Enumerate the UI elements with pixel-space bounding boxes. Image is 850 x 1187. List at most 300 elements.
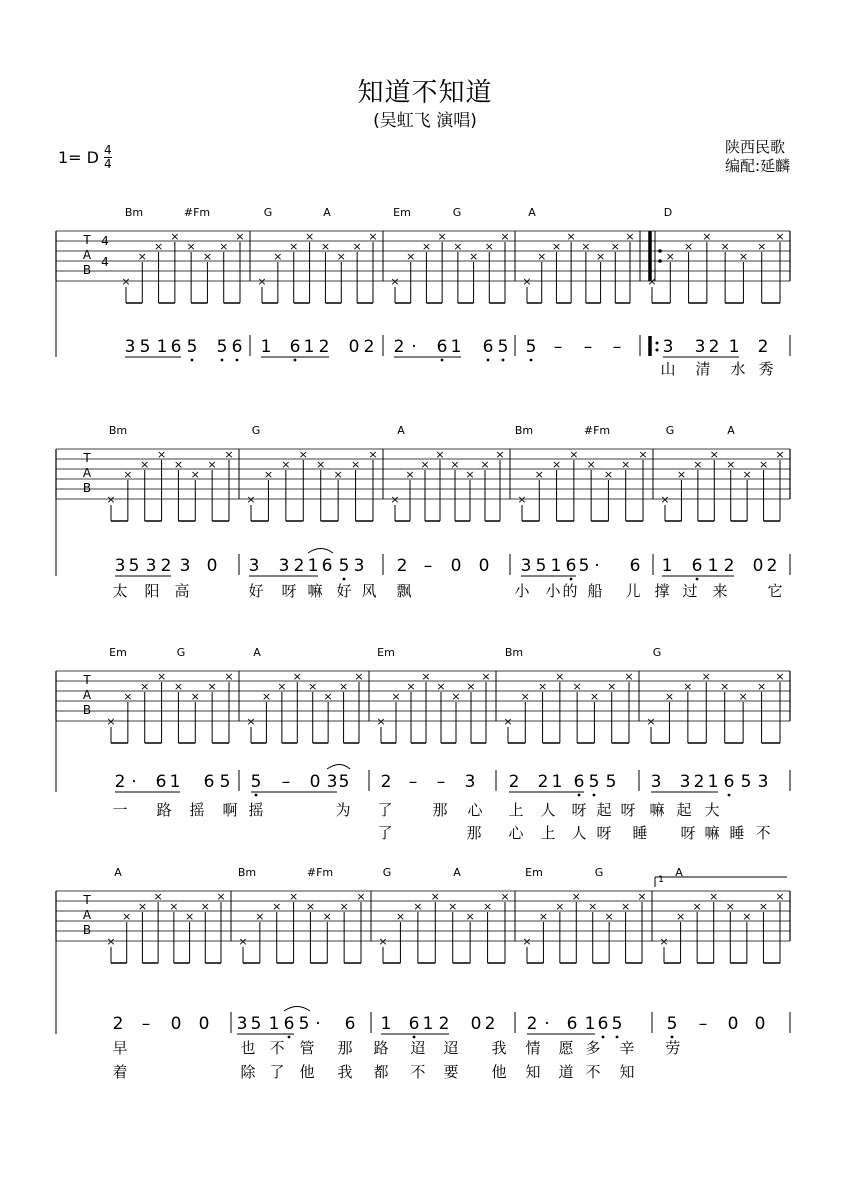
chord-name: Em	[109, 646, 127, 659]
lyric-line-2: 除	[240, 1063, 256, 1081]
jianpu-note: 0	[752, 556, 764, 576]
jianpu-note: 5	[605, 772, 617, 792]
jianpu-note: 0	[170, 1014, 182, 1034]
lyric-line-1: 水	[730, 360, 746, 378]
strum-x-mark: ×	[775, 230, 785, 243]
strum-x-mark: ×	[607, 680, 617, 693]
jianpu-note: 3	[353, 556, 365, 576]
jianpu-note: ·	[594, 556, 600, 576]
strum-x-mark: ×	[480, 458, 490, 471]
jianpu-note: 6	[321, 556, 333, 576]
time-sig-bottom: 4	[104, 157, 112, 171]
jianpu-note: 5	[525, 337, 537, 357]
jianpu-note: 5	[186, 337, 198, 357]
strum-x-mark: ×	[465, 910, 475, 923]
strum-x-mark: ×	[637, 890, 647, 903]
jianpu-note: 6	[436, 337, 448, 357]
chord-name: G	[652, 646, 662, 659]
lyric-line-2: 着	[112, 1063, 128, 1081]
lyric-line-1: 过	[682, 582, 698, 600]
lyric-line-2: 不	[410, 1063, 426, 1081]
strum-x-mark: ×	[589, 690, 600, 703]
octave-dot	[441, 359, 444, 362]
tab-clef-letter: B	[82, 923, 92, 937]
octave-dot	[288, 1036, 291, 1039]
jianpu-note: 2	[380, 772, 392, 792]
strum-x-mark: ×	[390, 493, 400, 506]
chord-name: A	[114, 866, 122, 879]
lyric-line-2: 都	[373, 1063, 389, 1081]
strum-x-mark: ×	[581, 240, 591, 253]
lyric-line-2: 要	[443, 1063, 459, 1081]
lyric-line-2: 了	[377, 824, 393, 842]
slur	[327, 765, 350, 770]
strum-x-mark: ×	[200, 900, 210, 913]
strum-x-mark: ×	[603, 468, 614, 481]
strum-x-mark: ×	[272, 900, 282, 913]
jianpu-note: 5	[666, 1014, 678, 1034]
chord-name: Em	[377, 646, 395, 659]
strum-x-mark: ×	[173, 680, 184, 693]
strum-x-mark: ×	[468, 250, 479, 263]
strum-x-mark: ×	[571, 890, 581, 903]
strum-x-mark: ×	[333, 468, 343, 481]
lyric-line-1: 来	[712, 582, 728, 600]
volta-number: 1	[658, 875, 664, 885]
jianpu-note: 2	[438, 1014, 450, 1034]
lyric-line-1: 小	[514, 582, 530, 600]
jianpu-note: ·	[131, 772, 137, 792]
jianpu-note: 1	[169, 772, 181, 792]
jianpu-note: 6	[573, 772, 585, 792]
jianpu-note: 2	[318, 337, 330, 357]
jianpu-note: 0	[348, 337, 360, 357]
lyric-line-2: 不	[585, 1063, 601, 1081]
jianpu-note: 1	[584, 1014, 596, 1034]
strum-x-mark: ×	[263, 468, 274, 481]
chord-name: G	[251, 424, 261, 437]
jianpu-note: 2	[484, 1014, 496, 1034]
lyric-line-2: 知	[525, 1063, 541, 1081]
jianpu-note: 0	[309, 772, 321, 792]
strum-x-mark: ×	[517, 493, 527, 506]
jianpu-note: 0	[198, 1014, 210, 1034]
jianpu-note: ·	[315, 1014, 321, 1034]
jianpu-note: 1	[728, 337, 740, 357]
strum-x-mark: ×	[624, 670, 634, 683]
jianpu-note: 5	[588, 772, 600, 792]
strum-x-mark: ×	[675, 910, 686, 923]
lyric-line-1: 劳	[665, 1039, 681, 1057]
tab-clef-letter: T	[83, 233, 91, 247]
jianpu-note: 2	[396, 556, 408, 576]
tab-clef-letter: T	[83, 451, 91, 465]
jianpu-note: 3	[679, 772, 691, 792]
lyric-line-1: 小	[545, 582, 561, 600]
jianpu-note: 6	[566, 1014, 578, 1034]
lyric-line-2: 知	[619, 1063, 635, 1081]
jianpu-note: 5	[338, 772, 350, 792]
chord-name: Bm	[124, 206, 144, 219]
jianpu-note: 2	[293, 556, 305, 576]
tab-clef-letter: A	[82, 688, 92, 702]
strum-x-mark: ×	[190, 468, 200, 481]
chord-name: Bm	[514, 424, 534, 437]
strum-x-mark: ×	[140, 458, 150, 471]
repeat-dot	[658, 249, 662, 253]
strum-x-mark: ×	[738, 690, 748, 703]
jianpu-note: 2	[112, 1014, 124, 1034]
lyric-line-2: 他	[491, 1063, 507, 1081]
strum-x-mark: ×	[391, 690, 401, 703]
strum-x-mark: ×	[586, 458, 596, 471]
strum-x-mark: ×	[620, 900, 631, 913]
strum-x-mark: ×	[257, 275, 267, 288]
jianpu-note: 5	[535, 556, 547, 576]
strum-x-mark: ×	[292, 670, 302, 683]
jianpu-note: 2	[693, 772, 705, 792]
jianpu-note: 1	[661, 556, 673, 576]
jianpu-note: 1	[707, 556, 719, 576]
strum-x-mark: ×	[692, 900, 702, 913]
strum-x-mark: ×	[720, 680, 730, 693]
jianpu-note: 2	[766, 556, 778, 576]
lyric-line-1: 风	[361, 582, 377, 600]
strum-x-mark: ×	[538, 910, 549, 923]
strum-x-mark: ×	[288, 890, 299, 903]
jianpu-note: 6	[289, 337, 301, 357]
jianpu-note: 6	[691, 556, 703, 576]
jianpu-note: 0	[727, 1014, 739, 1034]
lyric-line-1: 山	[660, 360, 676, 378]
origin-label: 陕西民歌	[724, 138, 785, 156]
lyric-line-1: 情	[525, 1039, 541, 1057]
lyric-line-2: 那	[466, 824, 482, 842]
strum-x-mark: ×	[466, 680, 476, 693]
strum-x-mark: ×	[395, 910, 406, 923]
strum-x-mark: ×	[376, 715, 386, 728]
jianpu-note: 5	[611, 1014, 623, 1034]
strum-x-mark: ×	[775, 890, 785, 903]
jianpu-note: 3	[179, 556, 191, 576]
jianpu-note: 3	[694, 337, 706, 357]
strum-x-mark: ×	[186, 240, 196, 253]
chord-name: G	[382, 866, 392, 879]
chord-name: G	[665, 424, 675, 437]
octave-dot	[616, 1036, 619, 1039]
chord-name: #Fm	[583, 424, 611, 437]
jianpu-note: 3	[757, 772, 769, 792]
lyric-line-1: 一	[112, 801, 128, 819]
jianpu-note: –	[141, 1014, 151, 1034]
tab-time-sig-top: 4	[101, 234, 109, 248]
strum-x-mark: ×	[219, 240, 229, 253]
chord-name: Em	[393, 206, 411, 219]
strum-x-mark: ×	[683, 680, 693, 693]
jianpu-note: 3	[278, 556, 290, 576]
octave-dot	[236, 359, 239, 362]
lyric-line-1: 好	[248, 582, 264, 600]
chord-name: A	[528, 206, 536, 219]
strum-x-mark: ×	[339, 900, 349, 913]
jianpu-note: 3	[520, 556, 532, 576]
octave-dot	[255, 794, 258, 797]
jianpu-note: 2	[526, 1014, 538, 1034]
strum-x-mark: ×	[610, 240, 620, 253]
lyric-line-1: 了	[377, 801, 393, 819]
jianpu-note: 5	[578, 556, 590, 576]
jianpu-note: 6	[344, 1014, 356, 1034]
jianpu-note: 1	[268, 1014, 280, 1034]
song-subtitle: (吴虹飞 演唱)	[373, 111, 477, 131]
lyric-line-1: 管	[299, 1039, 315, 1057]
jianpu-note: 5	[740, 772, 752, 792]
jianpu-note: 2	[757, 337, 769, 357]
jianpu-note: 2	[723, 556, 735, 576]
strum-x-mark: ×	[522, 935, 532, 948]
strum-x-mark: ×	[430, 890, 440, 903]
lyric-line-1: 起	[676, 801, 692, 819]
strum-x-mark: ×	[305, 900, 316, 913]
lyric-line-2: 嘛	[704, 824, 720, 842]
jianpu-note: 5	[338, 556, 350, 576]
strum-x-mark: ×	[775, 448, 785, 461]
tab-time-sig-bottom: 4	[101, 255, 109, 269]
jianpu-note: 6	[170, 337, 182, 357]
strum-x-mark: ×	[356, 890, 366, 903]
strum-x-mark: ×	[482, 900, 493, 913]
jianpu-note: ·	[411, 337, 417, 357]
lyric-line-1: 也	[240, 1039, 256, 1057]
lyric-line-1: 呀	[620, 801, 636, 819]
strum-x-mark: ×	[323, 690, 333, 703]
strum-x-mark: ×	[184, 910, 195, 923]
strum-x-mark: ×	[137, 900, 148, 913]
strum-x-mark: ×	[123, 468, 133, 481]
strum-x-mark: ×	[405, 468, 415, 481]
strum-x-mark: ×	[551, 458, 562, 471]
lyric-line-1: 不	[269, 1039, 285, 1057]
strum-x-mark: ×	[153, 890, 163, 903]
chord-name: A	[727, 424, 735, 437]
jianpu-note: 2	[114, 772, 126, 792]
strum-x-mark: ×	[537, 680, 548, 693]
strum-x-mark: ×	[316, 458, 326, 471]
repeat-dot	[658, 259, 662, 263]
jianpu-note: 1	[550, 556, 562, 576]
strum-x-mark: ×	[742, 910, 752, 923]
jianpu-note: 6	[723, 772, 735, 792]
strum-x-mark: ×	[588, 900, 598, 913]
strum-x-mark: ×	[659, 935, 669, 948]
jianpu-note: 6	[565, 556, 577, 576]
chord-name: Bm	[504, 646, 524, 659]
lyric-line-1: 的	[562, 582, 578, 600]
repeat-dot	[656, 342, 659, 345]
strum-x-mark: ×	[420, 458, 430, 471]
strum-x-mark: ×	[453, 240, 463, 253]
strum-x-mark: ×	[421, 240, 432, 253]
strum-x-mark: ×	[448, 900, 458, 913]
strum-x-mark: ×	[261, 690, 272, 703]
octave-dot	[221, 359, 224, 362]
strum-x-mark: ×	[742, 468, 752, 481]
strum-x-mark: ×	[235, 230, 245, 243]
jianpu-note: 5	[250, 772, 262, 792]
chord-name: #Fm	[306, 866, 334, 879]
lyric-line-1: 那	[432, 801, 448, 819]
strum-x-mark: ×	[702, 230, 712, 243]
jianpu-note: 6	[283, 1014, 295, 1034]
jianpu-note: 3	[114, 556, 126, 576]
jianpu-note: 6	[203, 772, 215, 792]
strum-x-mark: ×	[665, 250, 675, 263]
octave-dot	[191, 359, 194, 362]
jianpu-note: 1	[307, 556, 319, 576]
strum-x-mark: ×	[350, 458, 361, 471]
strum-x-mark: ×	[277, 680, 287, 693]
lyric-line-1: 飘	[396, 582, 412, 600]
strum-x-mark: ×	[572, 680, 582, 693]
strum-x-mark: ×	[406, 680, 416, 693]
chord-name: A	[323, 206, 331, 219]
tab-clef-letter: A	[82, 248, 92, 262]
strum-x-mark: ×	[246, 493, 256, 506]
slur	[308, 549, 333, 554]
strum-x-mark: ×	[169, 900, 179, 913]
lyric-line-1: 嘛	[307, 582, 323, 600]
strum-x-mark: ×	[156, 448, 167, 461]
slur	[284, 1007, 310, 1012]
tab-clef-letter: B	[82, 481, 92, 495]
strum-x-mark: ×	[352, 240, 362, 253]
jianpu-note: 1	[156, 337, 168, 357]
strum-x-mark: ×	[625, 230, 635, 243]
strum-x-mark: ×	[106, 935, 116, 948]
jianpu-note: 1	[380, 1014, 392, 1034]
jianpu-note: 3	[650, 772, 662, 792]
jianpu-note: 5	[497, 337, 509, 357]
strum-x-mark: ×	[238, 935, 248, 948]
jianpu-note: 0	[470, 1014, 482, 1034]
jianpu-note: –	[408, 772, 418, 792]
lyric-line-1: 大	[704, 801, 720, 819]
strum-x-mark: ×	[646, 715, 656, 728]
jianpu-note: 2	[393, 337, 405, 357]
jianpu-note: 3	[236, 1014, 248, 1034]
chord-name: G	[594, 866, 604, 879]
strum-x-mark: ×	[390, 275, 400, 288]
strum-x-mark: ×	[621, 458, 631, 471]
jianpu-note: 2	[708, 337, 720, 357]
lyric-line-2: 道	[558, 1063, 574, 1081]
strum-x-mark: ×	[322, 910, 332, 923]
chord-name: G	[452, 206, 462, 219]
jianpu-note: 3	[145, 556, 157, 576]
tab-clef-letter: A	[82, 908, 92, 922]
strum-x-mark: ×	[207, 458, 217, 471]
octave-dot	[343, 578, 346, 581]
strum-x-mark: ×	[255, 910, 265, 923]
jianpu-note: 1	[450, 337, 462, 357]
strum-x-mark: ×	[207, 680, 217, 693]
strum-x-mark: ×	[676, 468, 687, 481]
lyric-line-1: 为	[335, 801, 351, 819]
jianpu-note: 5	[128, 556, 140, 576]
strum-x-mark: ×	[106, 493, 116, 506]
strum-x-mark: ×	[224, 670, 234, 683]
lyric-line-1: 我	[491, 1039, 507, 1057]
lyric-line-1: 太	[112, 582, 128, 600]
time-sig-top: 4	[104, 143, 112, 157]
strum-x-mark: ×	[500, 890, 510, 903]
strum-x-mark: ×	[202, 250, 213, 263]
lyric-line-1: 呀	[571, 801, 587, 819]
jianpu-note: 5	[298, 1014, 310, 1034]
strum-x-mark: ×	[758, 458, 769, 471]
jianpu-note: 6	[597, 1014, 609, 1034]
lyric-line-2: 了	[269, 1063, 285, 1081]
lyric-line-1: 撑	[654, 582, 670, 600]
strum-x-mark: ×	[450, 458, 460, 471]
lyric-line-2: 呀	[680, 824, 696, 842]
strum-x-mark: ×	[522, 275, 532, 288]
strum-x-mark: ×	[156, 670, 167, 683]
chord-name: D	[663, 206, 673, 219]
jianpu-note: 1	[260, 337, 272, 357]
jianpu-note: 6	[155, 772, 167, 792]
strum-x-mark: ×	[555, 900, 565, 913]
strum-x-mark: ×	[368, 230, 378, 243]
lyric-line-1: 摇	[189, 801, 205, 819]
strum-x-mark: ×	[437, 230, 447, 243]
strum-x-mark: ×	[435, 448, 445, 461]
arranger-label: 编配:延麟	[724, 157, 790, 175]
octave-dot	[294, 359, 297, 362]
strum-x-mark: ×	[289, 240, 299, 253]
jianpu-note: 0	[206, 556, 218, 576]
strum-x-mark: ×	[298, 448, 308, 461]
strum-x-mark: ×	[406, 250, 416, 263]
jianpu-note: 3	[326, 772, 338, 792]
strum-x-mark: ×	[170, 230, 180, 243]
strum-x-mark: ×	[137, 250, 147, 263]
jianpu-note: 1	[422, 1014, 434, 1034]
lyric-line-1: 辛	[619, 1039, 635, 1057]
lyric-line-1: 心	[467, 801, 483, 819]
lyric-line-1: 多	[585, 1039, 601, 1057]
chord-name: G	[176, 646, 186, 659]
strum-x-mark: ×	[555, 670, 565, 683]
jianpu-note: 6	[408, 1014, 420, 1034]
octave-dot	[593, 794, 596, 797]
lyric-line-1: 路	[373, 1039, 389, 1057]
chord-name: G	[263, 206, 273, 219]
lyric-line-1: 起	[596, 801, 612, 819]
strum-x-mark: ×	[664, 690, 675, 703]
strum-x-mark: ×	[726, 458, 736, 471]
octave-dot	[602, 1036, 605, 1039]
jianpu-note: 3	[248, 556, 260, 576]
jianpu-note: ·	[544, 1014, 550, 1034]
jianpu-note: 1	[303, 337, 315, 357]
strum-x-mark: ×	[354, 670, 364, 683]
lyric-line-2: 我	[337, 1063, 353, 1081]
jianpu-note: 2	[160, 556, 172, 576]
strum-x-mark: ×	[465, 468, 475, 481]
strum-x-mark: ×	[738, 250, 749, 263]
strum-x-mark: ×	[604, 910, 614, 923]
